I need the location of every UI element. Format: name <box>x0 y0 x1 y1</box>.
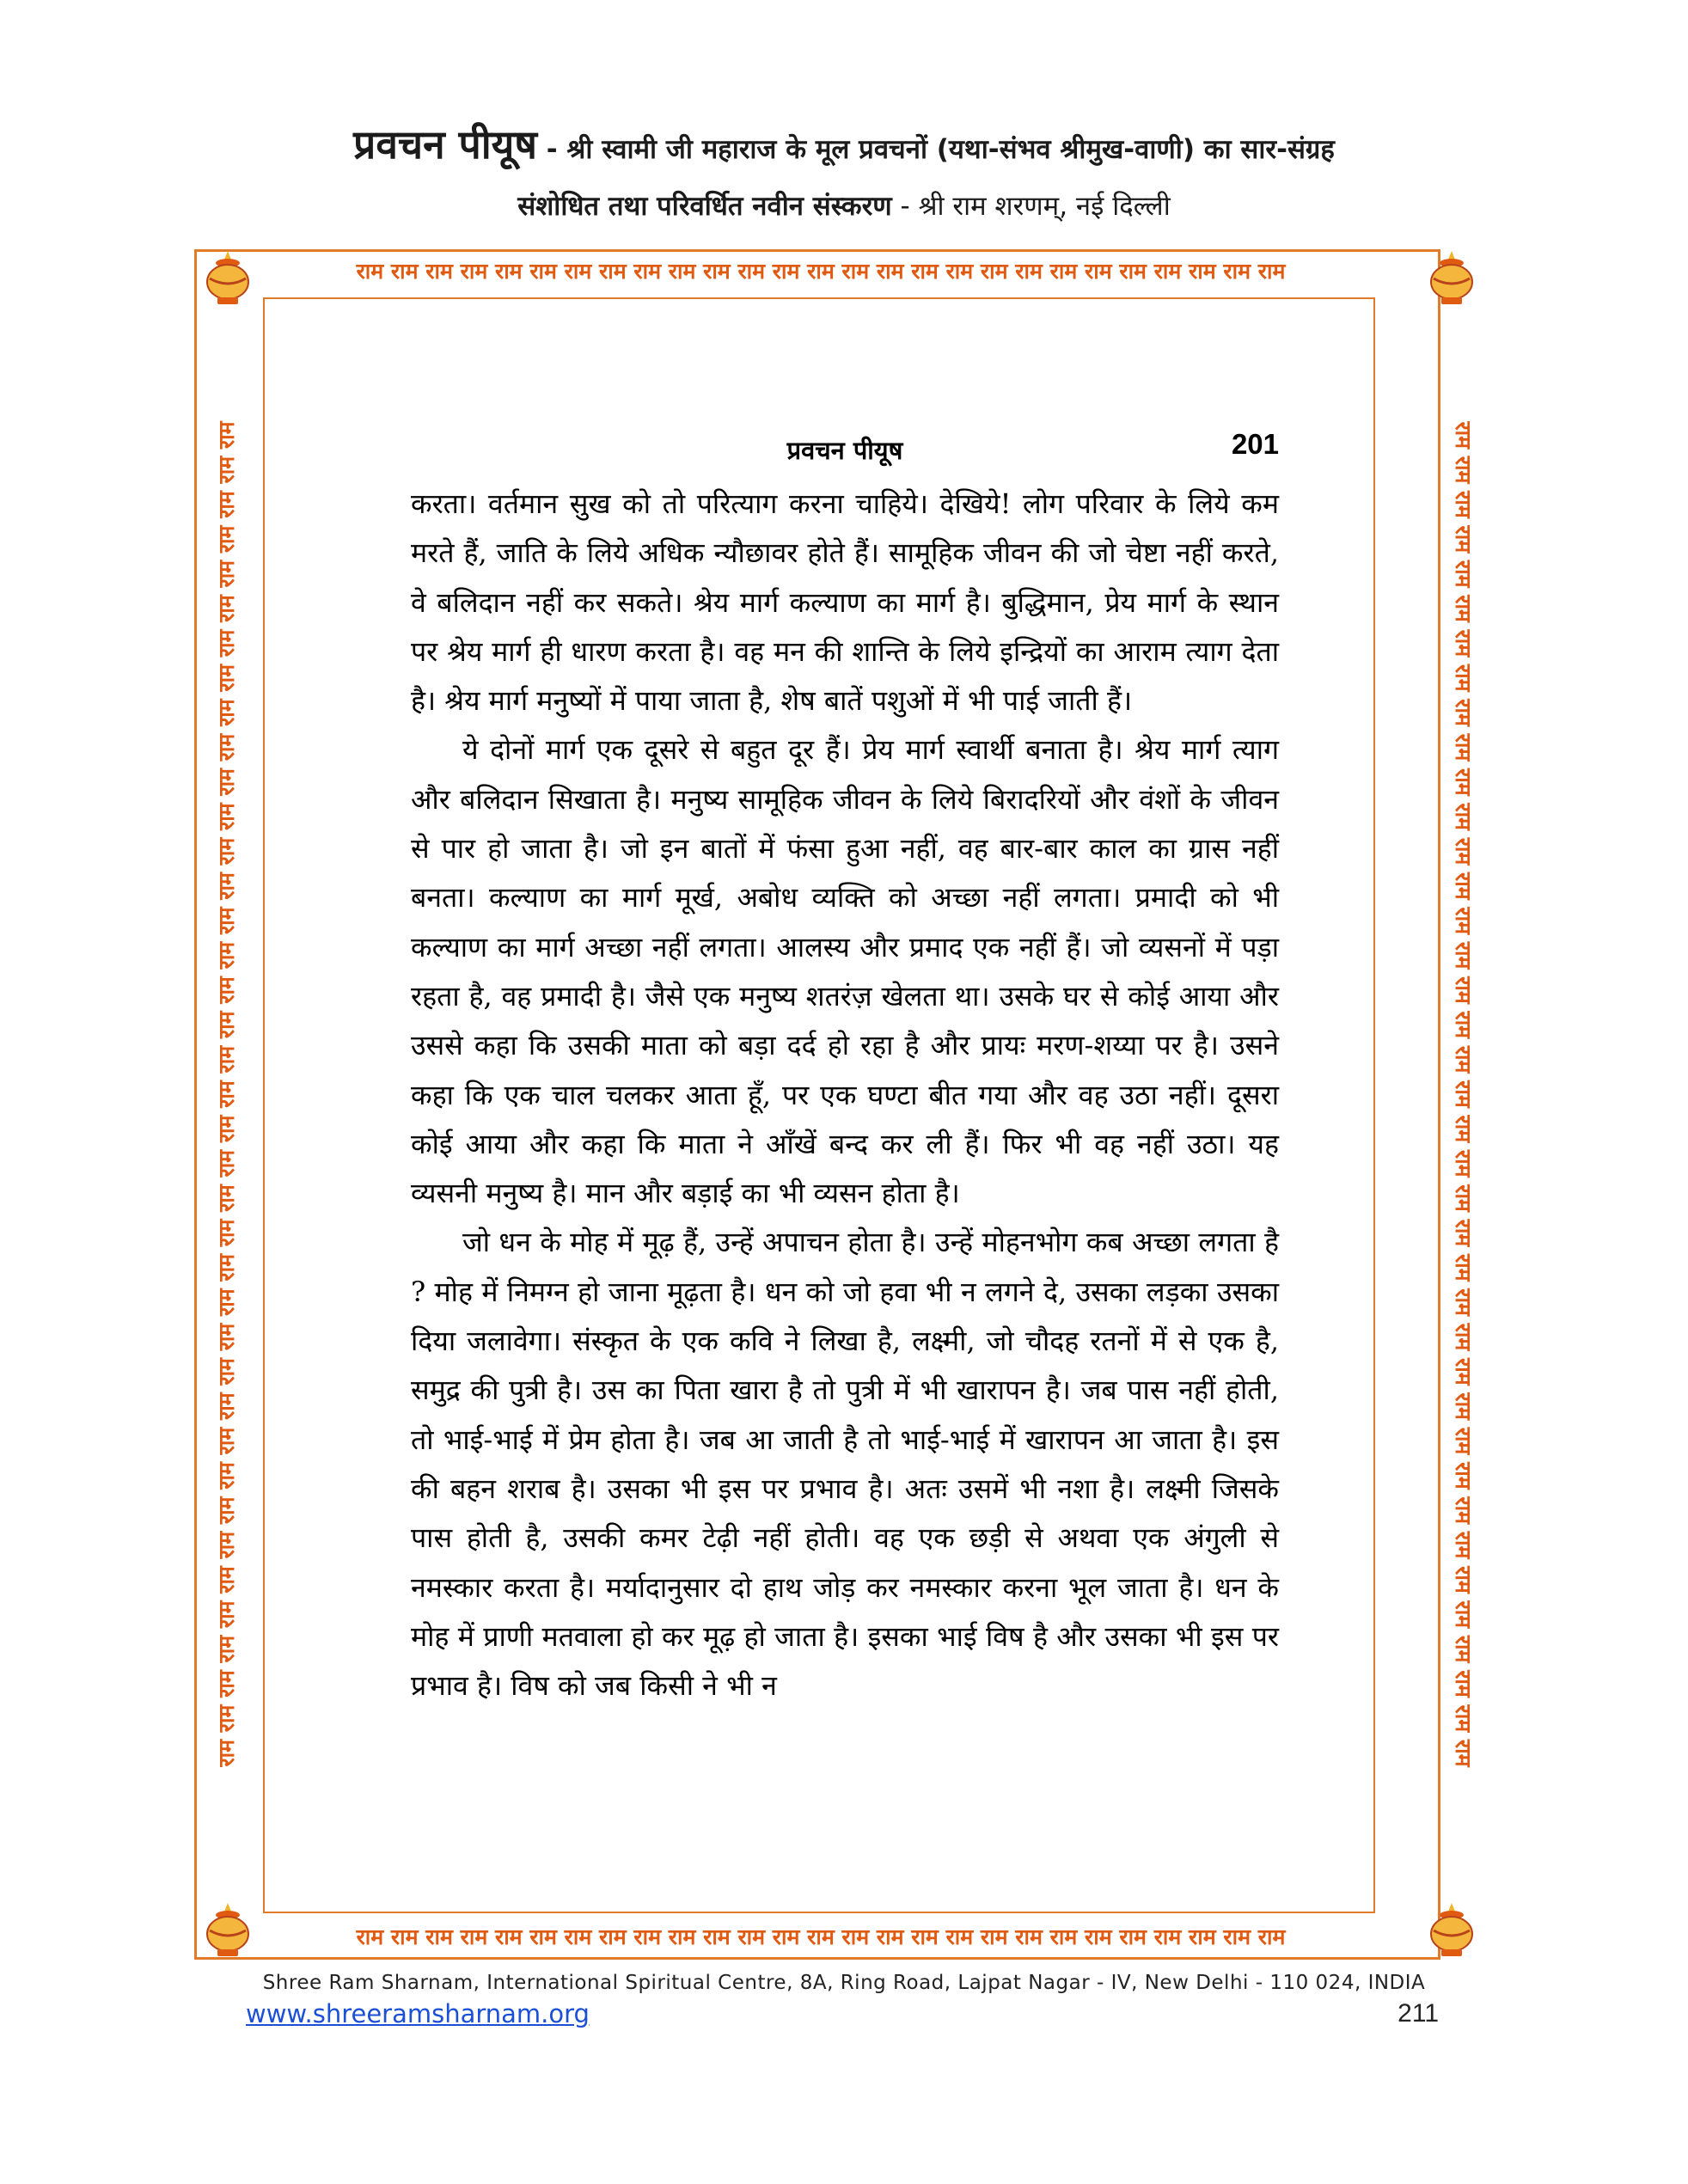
footer-address: Shree Ram Sharnam, International Spiritual Centre, 8A, Ring Road, Lajpat Nagar - IV, New Delhi - 110 024, INDIA <box>262 1972 1426 1994</box>
paragraph-2: ये दोनों मार्ग एक दूसरे से बहुत दूर हैं। प्रेय मार्ग स्वार्थी बनाता है। श्रेय मार्ग त्याग और बलिदान सिखाता है। मनुष्य सामूहिक जीवन के लिये बिरादरियों और वंशों के जीवन से पार हो जाता है। जो इन बातों में फंसा हुआ नहीं, वह बार-बार काल का ग्रास नहीं बनता। कल्याण का मार्ग मूर्ख, अबोध व्यक्ति को अच्छा नहीं लगता। प्रमादी को भी कल्याण का मार्ग अच्छा नहीं लगता। आलस्य और प्रमाद एक नहीं हैं। जो व्यसनों में पड़ा रहता है, वह प्रमादी है। जैसे एक मनुष्य शतरंज़ खेलता था। उसके घर से कोई आया और उससे कहा कि उसकी माता को बड़ा दर्द हो रहा है और प्रायः मरण-शय्या पर है। उसने कहा कि एक चाल चलकर आता हूँ, पर एक घण्टा बीत गया और वह उठा नहीं। दूसरा कोई आया और कहा कि माता ने आँखें बन्द कर ली हैं। फिर भी वह नहीं उठा। यह व्यसनी मनुष्य है। मान और बड़ाई का भी व्यसन होता है। <box>411 733 1279 1210</box>
kalash-icon-bottom-left <box>203 1901 253 1958</box>
ram-border-right: राम राम राम राम राम राम राम राम राम राम राम राम राम राम राम राम राम राम राम राम राम राम राम राम राम राम राम राम राम राम राम राम राम राम राम राम राम राम राम <box>1451 421 1476 1767</box>
document-header-subtitle <box>0 187 1688 223</box>
book-page-content <box>411 428 1279 1710</box>
paragraph-1: करता। वर्तमान सुख को तो परित्याग करना चाहिये। देखिये! लोग परिवार के लिये कम मरते हैं, जाति के लिये अधिक न्यौछावर होते हैं। सामूहिक जीवन की जो चेष्टा नहीं करते, वे बलिदान नहीं कर सकते। श्रेय मार्ग कल्याण का मार्ग है। बुद्धिमान, प्रेय मार्ग के स्थान पर श्रेय मार्ग ही धारण करता है। वह मन की शान्ति के लिये इन्द्रियों का आराम त्याग देता है। श्रेय मार्ग मनुष्यों में पाया जाता है, शेष बातें पशुओं में भी पाई जाती हैं। <box>411 487 1279 718</box>
book-description: - श्री स्वामी जी महाराज के मूल प्रवचनों (यथा-संभव श्रीमुख-वाणी) का सार-संग्रह <box>536 134 1335 165</box>
pdf-page-number: 211 <box>1397 1999 1439 2028</box>
publisher-label: - श्री राम शरणम्, नई दिल्ली <box>891 191 1171 222</box>
kalash-icon-top-left <box>203 249 253 306</box>
edition-label: संशोधित तथा परिवर्धित नवीन संस्करण <box>517 191 892 222</box>
running-title: प्रवचन पीयूष <box>786 436 903 465</box>
website-link[interactable]: www.shreeramsharnam.org <box>246 1999 590 2028</box>
ram-border-top: राम राम राम राम राम राम राम राम राम राम राम राम राम राम राम राम राम राम राम राम राम राम राम राम राम राम राम <box>356 259 1286 284</box>
document-header-title <box>0 117 1688 170</box>
paragraph-3: जो धन के मोह में मूढ़ हैं, उन्हें अपाचन होता है। उन्हें मोहनभोग कब अच्छा लगता है ? मोह में निमग्न हो जाना मूढ़ता है। धन को जो हवा भी न लगने दे, उसका लड़का उसका दिया जलावेगा। संस्कृत के एक कवि ने लिखा है, लक्ष्मी, जो चौदह रतनों में से एक है, समुद्र की पुत्री है। उस का पिता खारा है तो पुत्री में भी खारापन है। जब पास नहीं होती, तो भाई-भाई में प्रेम होता है। जब आ जाती है तो भाई-भाई में खारापन आ जाता है। इस की बहन शराब है। उसका भी इस पर प्रभाव है। अतः उसमें भी नशा है। लक्ष्मी जिसके पास होती है, उसकी कमर टेढ़ी नहीं होती। वह एक छड़ी से अथवा एक अंगुली से नमस्कार करता है। मर्यादानुसार दो हाथ जोड़ कर नमस्कार करना भूल जाता है। धन के मोह में प्राणी मतवाला हो कर मूढ़ हो जाता है। इसका भाई विष है और उसका भी इस पर प्रभाव है। विष को जब किसी ने भी न <box>411 1226 1279 1703</box>
kalash-icon-top-right <box>1427 249 1477 306</box>
kalash-icon-bottom-right <box>1427 1901 1477 1958</box>
book-title: प्रवचन पीयूष <box>353 121 537 168</box>
ram-border-bottom: राम राम राम राम राम राम राम राम राम राम राम राम राम राम राम राम राम राम राम राम राम राम राम राम राम राम राम <box>356 1924 1286 1949</box>
ram-border-left: राम राम राम राम राम राम राम राम राम राम राम राम राम राम राम राम राम राम राम राम राम राम राम राम राम राम राम राम राम राम राम राम राम राम राम राम राम राम राम <box>214 421 239 1767</box>
book-page-header <box>411 428 1279 480</box>
book-page-number: 201 <box>1231 428 1279 460</box>
